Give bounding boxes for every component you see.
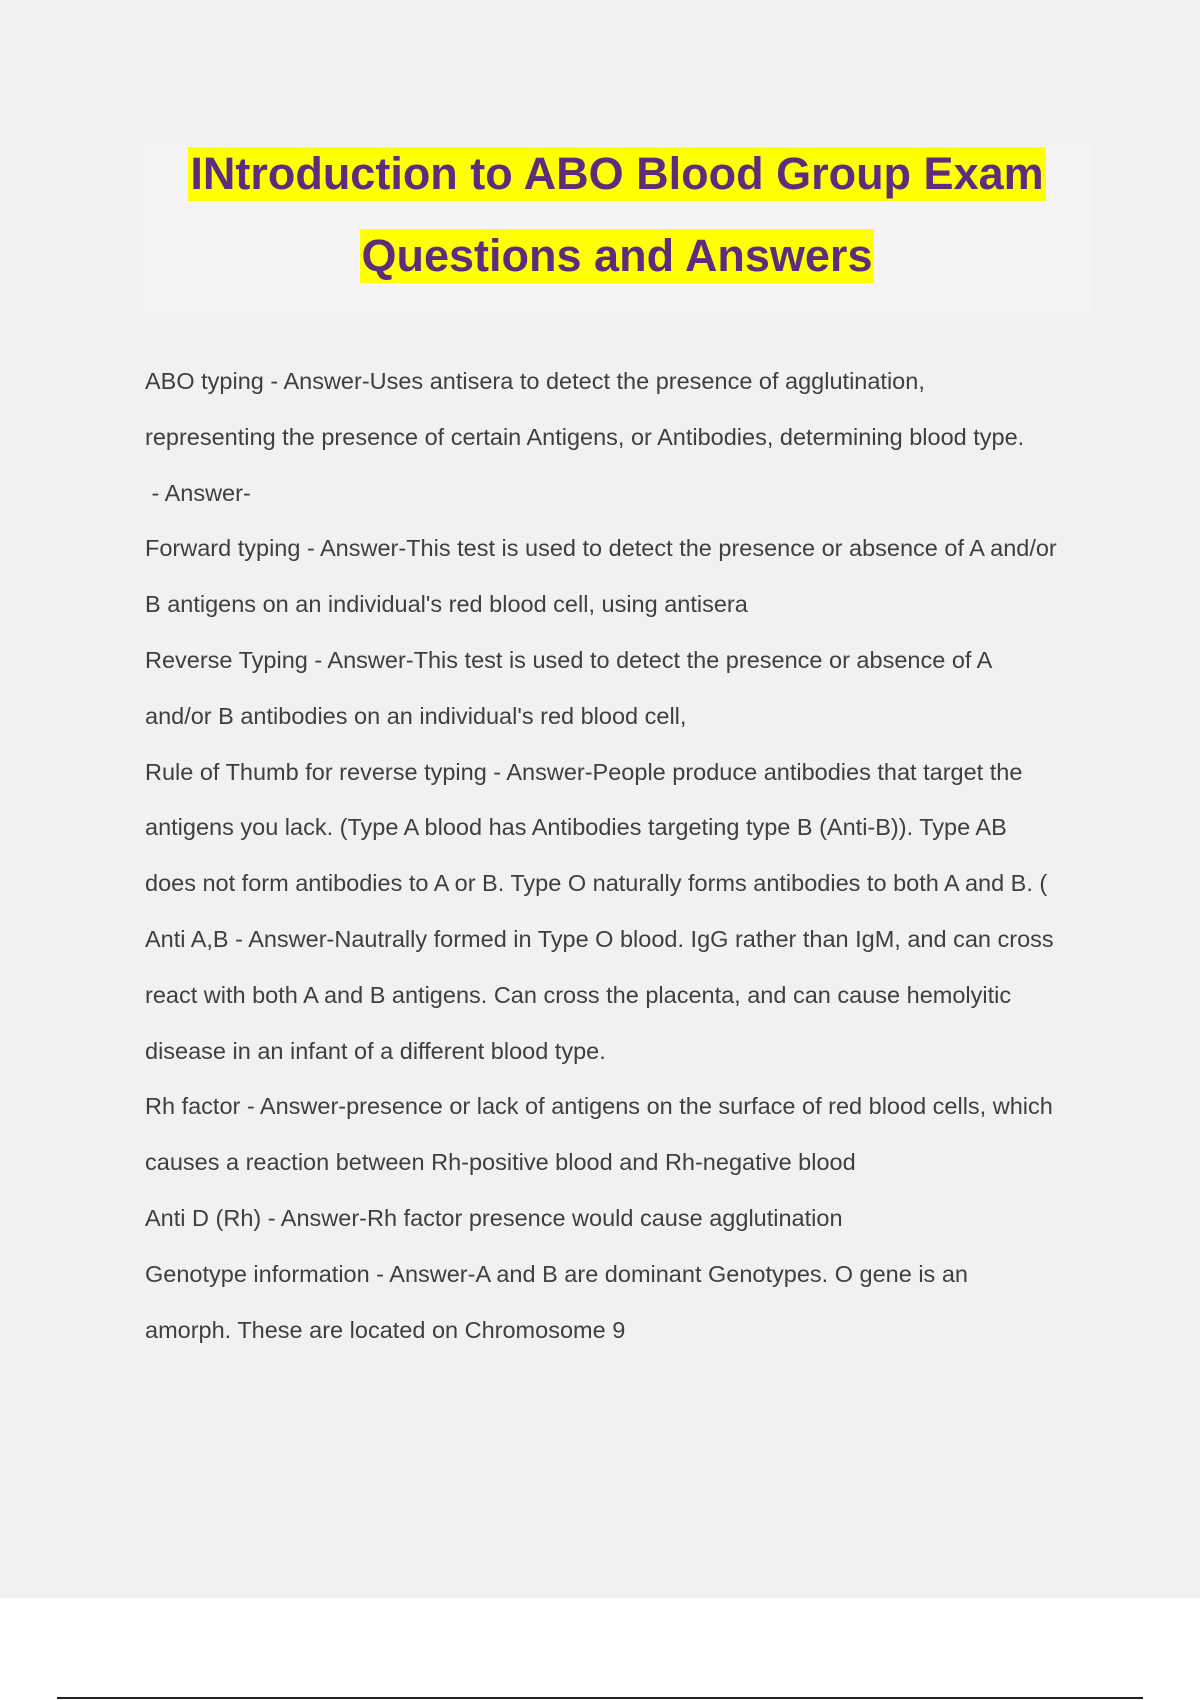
body-line: Rh factor - Answer-presence or lack of antigens on the surface of red blood cells, which [145,1093,1053,1120]
body-line: amorph. These are located on Chromosome 9 [145,1316,626,1343]
document-body [145,354,1105,1358]
body-line: causes a reaction between Rh-positive blood and Rh-negative blood [145,1149,856,1176]
body-line: Genotype information - Answer-A and B are dominant Genotypes. O gene is an [145,1260,968,1287]
title-block [143,145,1091,313]
body-line: Rule of Thumb for reverse typing - Answer-People produce antibodies that target the [145,758,1023,785]
body-line: ABO typing - Answer-Uses antisera to detect the presence of agglutination, [145,368,925,394]
footer-divider [57,1697,1143,1699]
body-line: - Answer- [145,479,251,506]
body-line: react with both A and B antigens. Can cross the placenta, and can cause hemolyitic [145,981,1012,1008]
body-line: Forward typing - Answer-This test is used to detect the presence or absence of A and/or [145,535,1057,562]
body-line: does not form antibodies to A or B. Type O naturally forms antibodies to both A and B. ( [145,870,1048,897]
body-line: Reverse Typing - Answer-This test is used to detect the presence or absence of A [145,646,993,673]
page-title-line-1: INtroduction to ABO Blood Group Exam [190,148,1044,199]
body-line: B antigens on an individual's red blood cell, using antisera [145,591,748,618]
body-line: antigens you lack. (Type A blood has Antibodies targeting type B (Anti-B)). Type AB [145,814,1007,841]
page-title-line-2: Questions and Answers [361,230,873,281]
body-line: representing the presence of certain Antigens, or Antibodies, determining blood type. [145,423,1025,450]
body-line: and/or B antibodies on an individual's red blood cell, [145,702,687,729]
body-line: disease in an infant of a different blood type. [145,1037,606,1064]
body-line: Anti A,B - Answer-Nautrally formed in Type O blood. IgG rather than IgM, and can cross [145,925,1054,952]
body-line: Anti D (Rh) - Answer-Rh factor presence would cause agglutination [145,1204,843,1231]
